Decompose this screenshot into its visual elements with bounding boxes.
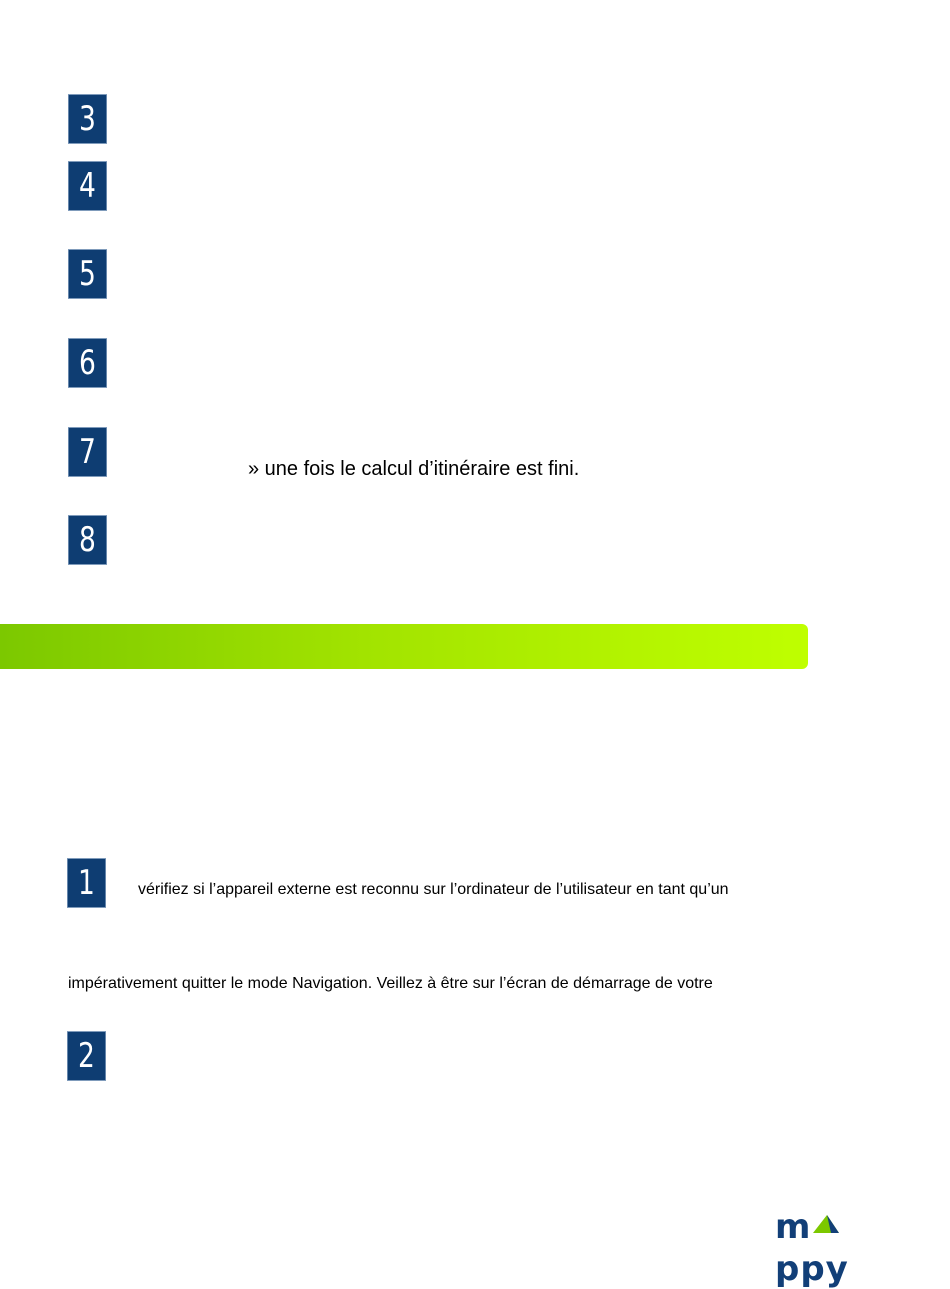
map-pin-icon xyxy=(811,1206,841,1246)
step-7-text: » une fois le calcul d’itinéraire est fini. xyxy=(248,458,580,480)
step-badge-8: 8 xyxy=(68,515,107,565)
step-1-text: vérifiez si l’appareil externe est reconnu sur l’ordinateur de l’utilisateur en tant qu’un xyxy=(138,881,729,898)
paragraph-line: impérativement quitter le mode Navigation. Veillez à être sur l’écran de démarrage de votre xyxy=(68,975,713,992)
logo-suffix: ppy xyxy=(775,1248,849,1289)
step-badge-6: 6 xyxy=(68,338,107,388)
step-badge-7: 7 xyxy=(68,427,107,477)
step-badge-1: 1 xyxy=(67,858,106,908)
step-badge-5: 5 xyxy=(68,249,107,299)
step-badge-3: 3 xyxy=(68,94,107,144)
step-badge-4: 4 xyxy=(68,161,107,211)
logo-prefix: m xyxy=(775,1207,812,1247)
step-badge-2: 2 xyxy=(67,1031,106,1081)
mappy-logo xyxy=(775,1207,915,1289)
section-header-bar xyxy=(0,624,808,669)
